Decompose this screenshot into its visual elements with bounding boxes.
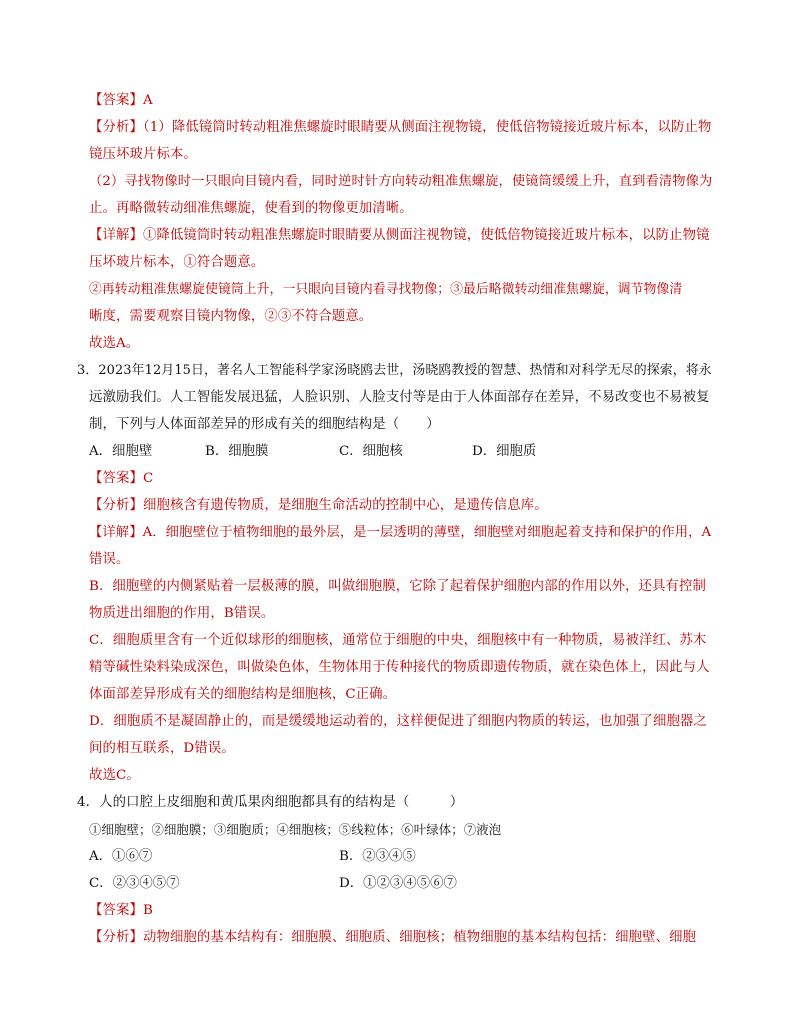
q3-detail-line-1: 【详解】A．细胞壁位于植物细胞的最外层，是一层透明的薄壁，细胞壁对细胞起着支持和保护的作用，A (89, 525, 712, 540)
q3-choose: 故选C。 (89, 768, 140, 783)
q4-option-b: B．②③④⑤ (339, 849, 416, 864)
q4-stem: 4．人的口腔上皮细胞和黄瓜果肉细胞都具有的结构是（ ） (77, 795, 464, 810)
q3-detail-line-9: 间的相互联系，D错误。 (89, 741, 235, 756)
q2-detail-line-2: 压坏玻片标本，①符合题意。 (89, 255, 265, 270)
q3-answer: 【答案】C (89, 471, 154, 486)
q4-option-a: A．①⑥⑦ (89, 849, 153, 864)
q4-option-d: D．①②③④⑤⑥⑦ (339, 876, 457, 891)
q3-stem-line-3: 制，下列与人体面部差异的形成有关的细胞结构是（ ） (89, 417, 440, 432)
q3-stem-line-1: 3．2023年12月15日，著名人工智能科学家汤晓鸥去世，汤晓鸥教授的智慧、热情和对科学无尽的探索，将永 (77, 363, 712, 378)
q2-detail-line-1: 【详解】①降低镜筒时转动粗准焦螺旋时眼睛要从侧面注视物镜，使低倍物镜接近玻片标本，以防止物镜 (89, 228, 710, 243)
q3-detail-line-2: 错误。 (89, 552, 130, 567)
q3-option-d: D．细胞质 (472, 444, 537, 459)
q2-analysis-line-3: （2）寻找物像时一只眼向目镜内看，同时逆时针方向转动粗准焦螺旋，使镜筒缓缓上升，直到看清物像为 (89, 174, 713, 189)
q2-analysis-line-4: 止。再略微转动细准焦螺旋，使看到的物像更加清晰。 (89, 201, 413, 216)
q3-detail-line-4: 物质进出细胞的作用，B错误。 (89, 606, 275, 621)
q4-option-c: C．②③④⑤⑦ (89, 876, 180, 891)
q2-detail-line-3: ②再转动粗准焦螺旋使镜筒上升，一只眼向目镜内看寻找物像；③最后略微转动细准焦螺旋，调节物像清 (89, 282, 683, 297)
q2-detail-line-4: 晰度，需要观察目镜内物像，②③不符合题意。 (89, 309, 373, 324)
q3-detail-line-6: 精等碱性染料染成深色，叫做染色体，生物体用于传种接代的物质即遗传物质，就在染色体上，因此与人 (89, 660, 710, 675)
q2-answer: 【答案】A (89, 93, 153, 108)
q3-detail-line-8: D．细胞质不是凝固静止的，而是缓缓地运动着的，这样便促进了细胞内物质的转运，也加强了细胞器之 (89, 714, 707, 729)
q2-analysis-line-1: 【分析】（1）降低镜筒时转动粗准焦螺旋时眼睛要从侧面注视物镜，使低倍物镜接近玻片标本，以防止物 (89, 120, 712, 135)
q3-option-b: B．细胞膜 (205, 444, 269, 459)
q3-analysis: 【分析】细胞核含有遗传物质，是细胞生命活动的控制中心，是遗传信息库。 (89, 498, 548, 513)
q3-option-a: A．细胞壁 (89, 444, 153, 459)
q4-analysis-line-1: 【分析】动物细胞的基本结构有：细胞膜、细胞质、细胞核；植物细胞的基本结构包括：细胞壁、细胞 (89, 930, 697, 945)
q3-option-c: C．细胞核 (339, 444, 403, 459)
q4-items: ①细胞壁；②细胞膜；③细胞质；④细胞核；⑤线粒体；⑥叶绿体；⑦液泡 (89, 822, 502, 837)
q3-stem-line-2: 远激励我们。人工智能发展迅猛，人脸识别、人脸支付等是由于人体面部存在差异，不易改变也不易被复 (89, 390, 710, 405)
q4-answer: 【答案】B (89, 903, 153, 918)
q2-analysis-line-2: 镜压坏玻片标本。 (89, 147, 197, 162)
q2-choose: 故选A。 (89, 336, 140, 351)
q3-detail-line-3: B．细胞壁的内侧紧贴着一层极薄的膜，叫做细胞膜，它除了起着保护细胞内部的作用以外，还具有控制 (89, 579, 707, 594)
q3-detail-line-5: C．细胞质里含有一个近似球形的细胞核，通常位于细胞的中央，细胞核中有一种物质，易被洋红、苏木 (89, 633, 707, 648)
q3-detail-line-7: 体面部差异形成有关的细胞结构是细胞核，C正确。 (89, 687, 397, 702)
